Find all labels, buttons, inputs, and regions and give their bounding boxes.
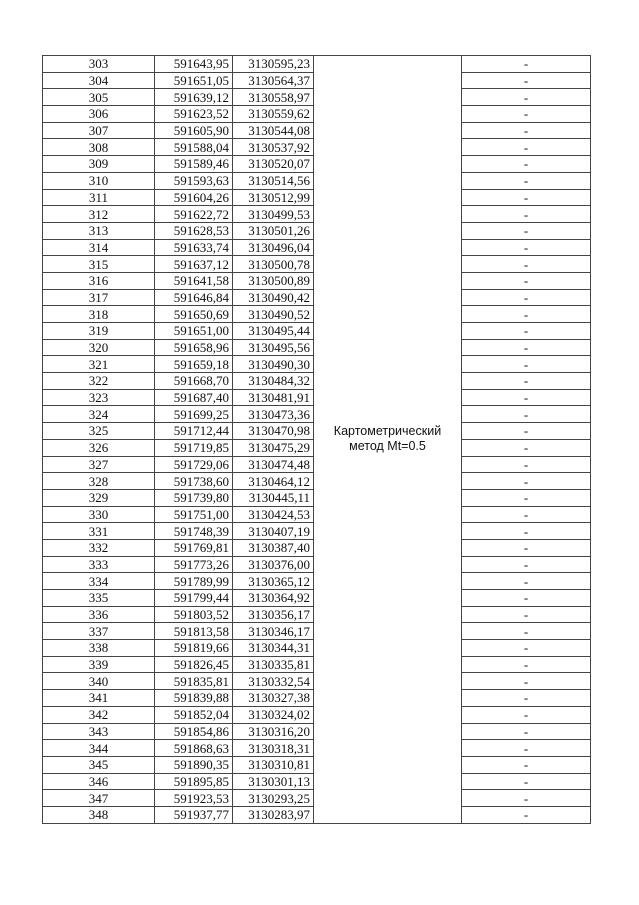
x-coordinate-cell: 591623,52 [155,106,233,123]
x-coordinate-cell: 591803,52 [155,606,233,623]
point-number-cell: 333 [43,556,155,573]
y-coordinate-cell: 3130473,36 [233,406,314,423]
accuracy-cell: - [462,439,591,456]
y-coordinate-cell: 3130332,54 [233,673,314,690]
accuracy-cell: - [462,122,591,139]
x-coordinate-cell: 591854,86 [155,723,233,740]
accuracy-cell: - [462,323,591,340]
x-coordinate-cell: 591937,77 [155,806,233,823]
accuracy-cell: - [462,189,591,206]
y-coordinate-cell: 3130335,81 [233,656,314,673]
x-coordinate-cell: 591659,18 [155,356,233,373]
point-number-cell: 338 [43,640,155,657]
y-coordinate-cell: 3130490,30 [233,356,314,373]
accuracy-cell: - [462,339,591,356]
x-coordinate-cell: 591588,04 [155,139,233,156]
x-coordinate-cell: 591826,45 [155,656,233,673]
x-coordinate-cell: 591605,90 [155,122,233,139]
point-number-cell: 344 [43,740,155,757]
x-coordinate-cell: 591622,72 [155,206,233,223]
y-coordinate-cell: 3130470,98 [233,423,314,440]
point-number-cell: 317 [43,289,155,306]
x-coordinate-cell: 591769,81 [155,539,233,556]
x-coordinate-cell: 591839,88 [155,690,233,707]
accuracy-cell: - [462,406,591,423]
y-coordinate-cell: 3130475,29 [233,439,314,456]
y-coordinate-cell: 3130474,48 [233,456,314,473]
y-coordinate-cell: 3130346,17 [233,623,314,640]
point-number-cell: 315 [43,256,155,273]
accuracy-cell: - [462,272,591,289]
accuracy-cell: - [462,172,591,189]
point-number-cell: 329 [43,489,155,506]
point-number-cell: 309 [43,156,155,173]
point-number-cell: 336 [43,606,155,623]
x-coordinate-cell: 591668,70 [155,373,233,390]
point-number-cell: 323 [43,389,155,406]
accuracy-cell: - [462,740,591,757]
x-coordinate-cell: 591813,58 [155,623,233,640]
x-coordinate-cell: 591868,63 [155,740,233,757]
point-number-cell: 343 [43,723,155,740]
point-number-cell: 330 [43,506,155,523]
accuracy-cell: - [462,723,591,740]
x-coordinate-cell: 591628,53 [155,222,233,239]
x-coordinate-cell: 591712,44 [155,423,233,440]
x-coordinate-cell: 591658,96 [155,339,233,356]
point-number-cell: 331 [43,523,155,540]
y-coordinate-cell: 3130496,04 [233,239,314,256]
accuracy-cell: - [462,289,591,306]
point-number-cell: 304 [43,72,155,89]
point-number-cell: 308 [43,139,155,156]
point-number-cell: 335 [43,590,155,607]
y-coordinate-cell: 3130356,17 [233,606,314,623]
x-coordinate-cell: 591643,95 [155,56,233,73]
accuracy-cell: - [462,106,591,123]
y-coordinate-cell: 3130283,97 [233,806,314,823]
coordinates-table-body [43,56,591,824]
accuracy-cell: - [462,489,591,506]
x-coordinate-cell: 591739,80 [155,489,233,506]
point-number-cell: 332 [43,539,155,556]
x-coordinate-cell: 591639,12 [155,89,233,106]
y-coordinate-cell: 3130445,11 [233,489,314,506]
accuracy-cell: - [462,773,591,790]
y-coordinate-cell: 3130364,92 [233,590,314,607]
accuracy-cell: - [462,473,591,490]
point-number-cell: 306 [43,106,155,123]
point-number-cell: 328 [43,473,155,490]
method-cell [314,56,462,824]
point-number-cell: 321 [43,356,155,373]
point-number-cell: 327 [43,456,155,473]
x-coordinate-cell: 591835,81 [155,673,233,690]
x-coordinate-cell: 591799,44 [155,590,233,607]
y-coordinate-cell: 3130310,81 [233,756,314,773]
point-number-cell: 311 [43,189,155,206]
y-coordinate-cell: 3130558,97 [233,89,314,106]
point-number-cell: 303 [43,56,155,73]
x-coordinate-cell: 591651,00 [155,323,233,340]
table-row [43,56,591,73]
accuracy-cell: - [462,356,591,373]
x-coordinate-cell: 591852,04 [155,706,233,723]
y-coordinate-cell: 3130559,62 [233,106,314,123]
point-number-cell: 320 [43,339,155,356]
y-coordinate-cell: 3130301,13 [233,773,314,790]
point-number-cell: 334 [43,573,155,590]
accuracy-cell: - [462,623,591,640]
x-coordinate-cell: 591773,26 [155,556,233,573]
x-coordinate-cell: 591890,35 [155,756,233,773]
point-number-cell: 305 [43,89,155,106]
accuracy-cell: - [462,222,591,239]
x-coordinate-cell: 591687,40 [155,389,233,406]
point-number-cell: 340 [43,673,155,690]
x-coordinate-cell: 591748,39 [155,523,233,540]
point-number-cell: 322 [43,373,155,390]
y-coordinate-cell: 3130495,56 [233,339,314,356]
point-number-cell: 341 [43,690,155,707]
point-number-cell: 345 [43,756,155,773]
point-number-cell: 314 [43,239,155,256]
y-coordinate-cell: 3130318,31 [233,740,314,757]
accuracy-cell: - [462,656,591,673]
y-coordinate-cell: 3130520,07 [233,156,314,173]
accuracy-cell: - [462,806,591,823]
y-coordinate-cell: 3130464,12 [233,473,314,490]
accuracy-cell: - [462,156,591,173]
y-coordinate-cell: 3130514,56 [233,172,314,189]
point-number-cell: 347 [43,790,155,807]
point-number-cell: 312 [43,206,155,223]
x-coordinate-cell: 591589,46 [155,156,233,173]
accuracy-cell: - [462,256,591,273]
y-coordinate-cell: 3130327,38 [233,690,314,707]
accuracy-cell: - [462,89,591,106]
accuracy-cell: - [462,206,591,223]
y-coordinate-cell: 3130481,91 [233,389,314,406]
method-line-1: Картометрический [333,423,442,438]
accuracy-cell: - [462,790,591,807]
point-number-cell: 313 [43,222,155,239]
x-coordinate-cell: 591646,84 [155,289,233,306]
y-coordinate-cell: 3130512,99 [233,189,314,206]
accuracy-cell: - [462,756,591,773]
y-coordinate-cell: 3130501,26 [233,222,314,239]
y-coordinate-cell: 3130316,20 [233,723,314,740]
accuracy-cell: - [462,690,591,707]
x-coordinate-cell: 591789,99 [155,573,233,590]
y-coordinate-cell: 3130490,42 [233,289,314,306]
accuracy-cell: - [462,239,591,256]
accuracy-cell: - [462,373,591,390]
accuracy-cell: - [462,523,591,540]
point-number-cell: 318 [43,306,155,323]
x-coordinate-cell: 591593,63 [155,172,233,189]
point-number-cell: 316 [43,272,155,289]
y-coordinate-cell: 3130544,08 [233,122,314,139]
accuracy-cell: - [462,606,591,623]
accuracy-cell: - [462,423,591,440]
x-coordinate-cell: 591895,85 [155,773,233,790]
x-coordinate-cell: 591719,85 [155,439,233,456]
y-coordinate-cell: 3130564,37 [233,72,314,89]
accuracy-cell: - [462,640,591,657]
accuracy-cell: - [462,573,591,590]
accuracy-cell: - [462,72,591,89]
accuracy-cell: - [462,590,591,607]
x-coordinate-cell: 591751,00 [155,506,233,523]
point-number-cell: 307 [43,122,155,139]
x-coordinate-cell: 591699,25 [155,406,233,423]
accuracy-cell: - [462,556,591,573]
method-line-2: метод Mt=0.5 [349,439,426,454]
x-coordinate-cell: 591633,74 [155,239,233,256]
accuracy-cell: - [462,706,591,723]
y-coordinate-cell: 3130407,19 [233,523,314,540]
accuracy-cell: - [462,306,591,323]
accuracy-cell: - [462,673,591,690]
x-coordinate-cell: 591641,58 [155,272,233,289]
x-coordinate-cell: 591637,12 [155,256,233,273]
y-coordinate-cell: 3130484,32 [233,373,314,390]
y-coordinate-cell: 3130365,12 [233,573,314,590]
coordinates-table [42,55,591,824]
y-coordinate-cell: 3130424,53 [233,506,314,523]
point-number-cell: 337 [43,623,155,640]
y-coordinate-cell: 3130376,00 [233,556,314,573]
point-number-cell: 319 [43,323,155,340]
x-coordinate-cell: 591729,06 [155,456,233,473]
y-coordinate-cell: 3130387,40 [233,539,314,556]
x-coordinate-cell: 591923,53 [155,790,233,807]
x-coordinate-cell: 591738,60 [155,473,233,490]
y-coordinate-cell: 3130495,44 [233,323,314,340]
point-number-cell: 310 [43,172,155,189]
point-number-cell: 346 [43,773,155,790]
x-coordinate-cell: 591819,66 [155,640,233,657]
point-number-cell: 326 [43,439,155,456]
accuracy-cell: - [462,506,591,523]
point-number-cell: 324 [43,406,155,423]
point-number-cell: 325 [43,423,155,440]
y-coordinate-cell: 3130499,53 [233,206,314,223]
x-coordinate-cell: 591604,26 [155,189,233,206]
y-coordinate-cell: 3130500,89 [233,272,314,289]
accuracy-cell: - [462,539,591,556]
y-coordinate-cell: 3130490,52 [233,306,314,323]
point-number-cell: 339 [43,656,155,673]
y-coordinate-cell: 3130595,23 [233,56,314,73]
accuracy-cell: - [462,389,591,406]
x-coordinate-cell: 591650,69 [155,306,233,323]
accuracy-cell: - [462,56,591,73]
x-coordinate-cell: 591651,05 [155,72,233,89]
accuracy-cell: - [462,139,591,156]
y-coordinate-cell: 3130293,25 [233,790,314,807]
y-coordinate-cell: 3130344,31 [233,640,314,657]
y-coordinate-cell: 3130324,02 [233,706,314,723]
y-coordinate-cell: 3130500,78 [233,256,314,273]
point-number-cell: 342 [43,706,155,723]
point-number-cell: 348 [43,806,155,823]
accuracy-cell: - [462,456,591,473]
y-coordinate-cell: 3130537,92 [233,139,314,156]
